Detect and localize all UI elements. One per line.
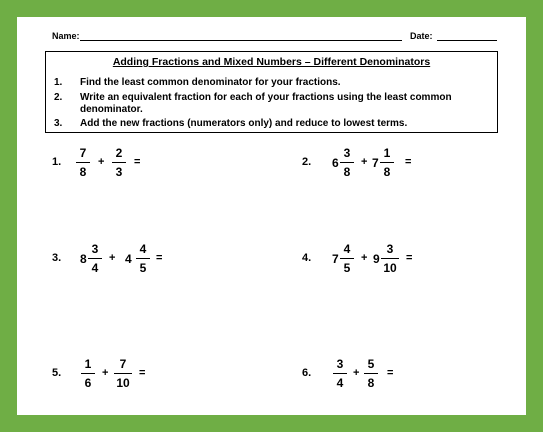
fraction-bar [81, 373, 95, 374]
fraction-bar [114, 373, 132, 374]
step-number: 2. [54, 92, 63, 103]
whole-number-b: 7 [372, 156, 379, 170]
numerator: 1 [383, 146, 391, 160]
fraction-a [81, 357, 95, 390]
fraction-bar [340, 258, 354, 259]
fraction-b [364, 357, 378, 390]
problem-5 [52, 357, 252, 397]
date-label: Date: [410, 31, 433, 41]
step-number: 1. [54, 77, 63, 88]
fraction-bar [381, 258, 399, 259]
problem-3 [52, 242, 252, 282]
step-text: Write an equivalent fraction for each of your fractions using the least common [80, 92, 452, 103]
fraction-a [340, 242, 354, 275]
problem-6 [302, 357, 502, 397]
name-blank-line [80, 40, 402, 41]
denominator: 8 [79, 165, 87, 179]
fraction-bar [364, 373, 378, 374]
numerator: 3 [386, 242, 394, 256]
problem-number: 3. [52, 252, 62, 264]
numerator: 2 [115, 146, 123, 160]
date-blank-line [437, 40, 497, 41]
equals-sign: = [134, 156, 141, 168]
numerator: 5 [367, 357, 375, 371]
denominator: 5 [343, 261, 351, 275]
whole-number-b: 4 [125, 252, 132, 266]
fraction-b [112, 146, 126, 179]
denominator: 3 [115, 165, 123, 179]
fraction-bar [76, 162, 90, 163]
fraction-bar [88, 258, 102, 259]
denominator: 10 [116, 376, 130, 390]
whole-number-a: 7 [332, 252, 339, 266]
whole-number-a: 8 [80, 252, 87, 266]
fraction-a [333, 357, 347, 390]
numerator: 3 [91, 242, 99, 256]
plus-sign: + [109, 252, 116, 264]
numerator: 4 [139, 242, 147, 256]
equals-sign: = [387, 367, 394, 379]
whole-number-b: 9 [373, 252, 380, 266]
numerator: 3 [336, 357, 344, 371]
numerator: 1 [84, 357, 92, 371]
fraction-b [381, 242, 399, 275]
equals-sign: = [139, 367, 146, 379]
plus-sign: + [353, 367, 360, 379]
problem-number: 4. [302, 252, 312, 264]
name-label: Name: [52, 31, 80, 41]
step-number: 3. [54, 118, 63, 129]
plus-sign: + [361, 156, 368, 168]
equals-sign: = [406, 252, 413, 264]
denominator: 4 [336, 376, 344, 390]
step-text: Find the least common denominator for your fractions. [80, 77, 341, 88]
fraction-b [380, 146, 394, 179]
problem-number: 5. [52, 367, 62, 379]
instructions-box [45, 51, 498, 133]
fraction-b [114, 357, 132, 390]
step-text-continued: denominator. [80, 104, 143, 115]
problem-4 [302, 242, 502, 282]
fraction-a [340, 146, 354, 179]
fraction-b [136, 242, 150, 275]
worksheet-title: Adding Fractions and Mixed Numbers – Different Denominators [112, 56, 431, 68]
equals-sign: = [156, 252, 163, 264]
numerator: 4 [343, 242, 351, 256]
fraction-bar [136, 258, 150, 259]
denominator: 8 [383, 165, 391, 179]
denominator: 6 [84, 376, 92, 390]
plus-sign: + [361, 252, 368, 264]
problem-1 [52, 146, 252, 186]
problem-number: 6. [302, 367, 312, 379]
denominator: 5 [139, 261, 147, 275]
problem-number: 1. [52, 156, 62, 168]
plus-sign: + [98, 156, 105, 168]
numerator: 7 [119, 357, 127, 371]
numerator: 3 [343, 146, 351, 160]
fraction-bar [340, 162, 354, 163]
denominator: 8 [343, 165, 351, 179]
plus-sign: + [102, 367, 109, 379]
equals-sign: = [405, 156, 412, 168]
whole-number-a: 6 [332, 156, 339, 170]
denominator: 10 [383, 261, 397, 275]
fraction-a [76, 146, 90, 179]
name-date-header [52, 31, 497, 49]
numerator: 7 [79, 146, 87, 160]
problem-number: 2. [302, 156, 312, 168]
problem-2 [302, 146, 502, 186]
fraction-bar [380, 162, 394, 163]
denominator: 4 [91, 261, 99, 275]
fraction-bar [333, 373, 347, 374]
worksheet [17, 17, 526, 415]
fraction-a [88, 242, 102, 275]
denominator: 8 [367, 376, 375, 390]
fraction-bar [112, 162, 126, 163]
step-text: Add the new fractions (numerators only) and reduce to lowest terms. [80, 118, 408, 129]
